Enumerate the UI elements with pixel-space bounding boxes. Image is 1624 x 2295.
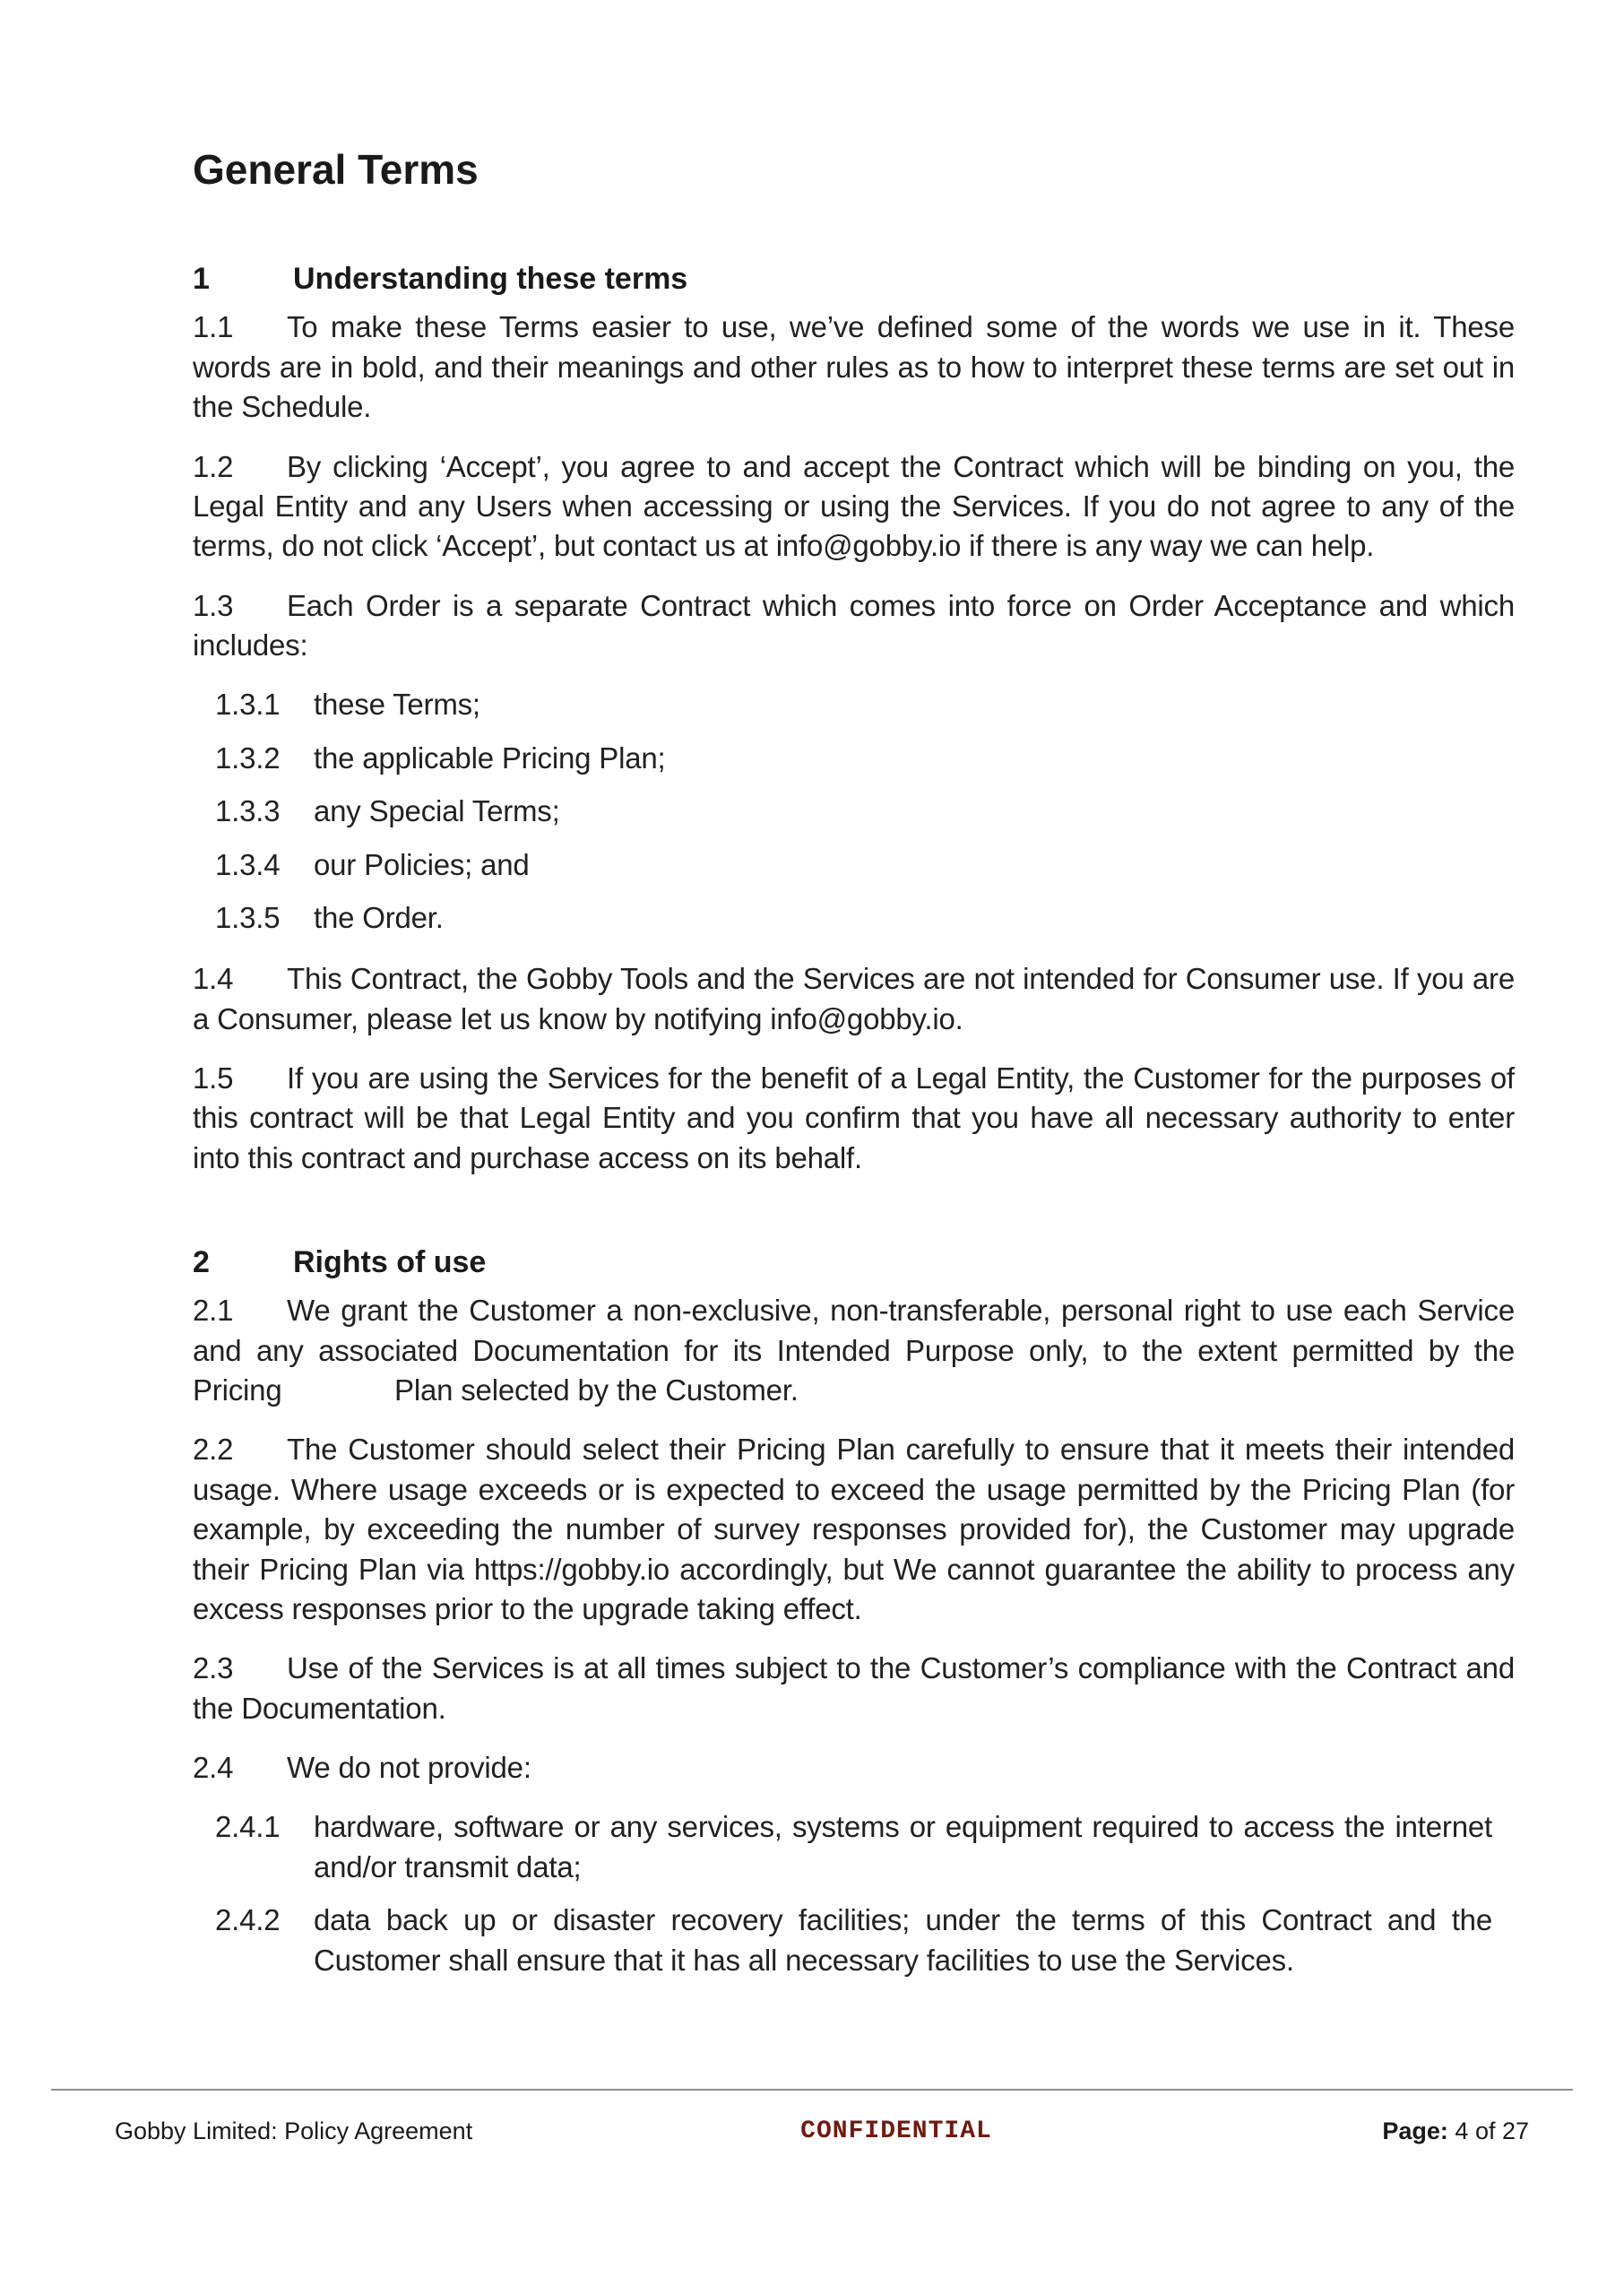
clause-number: 1.5 bbox=[193, 1061, 234, 1095]
clause-text: We grant the Customer a non-exclusive, non-transferable, personal right to use each Service and any associated Documentation for its Intended Purpose only, to the extent permitted by the Pricing Plan selected by the Customer. bbox=[193, 1294, 1515, 1407]
clause-number: 2.2 bbox=[193, 1433, 234, 1467]
subclause-1-3-3 bbox=[215, 792, 1492, 831]
clause-1-3 bbox=[193, 586, 1515, 666]
clause-1-5 bbox=[193, 1059, 1515, 1178]
page-footer bbox=[51, 2089, 1573, 2198]
page-title: General Terms bbox=[193, 146, 479, 193]
subclause-number: 1.3.1 bbox=[215, 688, 281, 722]
subclause-1-3-1 bbox=[215, 685, 1492, 724]
clause-number: 2.1 bbox=[193, 1294, 234, 1328]
subclause-text: data back up or disaster recovery facilities; under the terms of this Contract and the Customer shall ensure that it has all necessary facilities to use the Services. bbox=[314, 1903, 1492, 1977]
clause-number: 1.3 bbox=[193, 588, 234, 622]
confidential-stamp: CONFIDENTIAL bbox=[800, 2117, 992, 2145]
section-2-heading bbox=[193, 1243, 1515, 1282]
page-number-value: 4 of 27 bbox=[1455, 2117, 1529, 2144]
subclause-number: 1.3.5 bbox=[215, 900, 281, 934]
clause-number: 2.4 bbox=[193, 1751, 234, 1785]
clause-text: If you are using the Services for the benefit of a Legal Entity, the Customer for the purposes of this contract will be that Legal Entity and you confirm that you have all necessary authority to enter into this contract and purchase access on its behalf. bbox=[193, 1061, 1515, 1174]
subclause-text: our Policies; and bbox=[314, 847, 530, 881]
clause-2-4 bbox=[193, 1748, 1515, 1788]
subclause-text: these Terms; bbox=[314, 688, 480, 722]
clause-text: Each Order is a separate Contract which comes into force on Order Acceptance and which includes: bbox=[193, 588, 1515, 662]
clause-text: The Customer should select their Pricing Plan carefully to ensure that it meets their intended usage. Where usage exceeds or is expected to exceed the usage permitted by the Pricing Plan (for example, by exceeding the number of survey responses provided for), the Customer may upgrade their Pricing Plan via https://gobby.io accordingly, but We cannot guarantee the ability to process any excess responses prior to the upgrade taking effect. bbox=[193, 1433, 1515, 1625]
clause-number: 1.1 bbox=[193, 310, 234, 344]
subclause-number: 2.4.2 bbox=[215, 1903, 281, 1937]
clause-2-3 bbox=[193, 1649, 1515, 1728]
section-2-heading-text: Rights of use bbox=[293, 1245, 487, 1280]
subclause-number: 1.3.4 bbox=[215, 847, 281, 881]
subclause-1-3-4 bbox=[215, 845, 1492, 885]
subclause-number: 1.3.2 bbox=[215, 740, 281, 775]
subclause-1-3-2 bbox=[215, 739, 1492, 778]
clause-number: 1.4 bbox=[193, 962, 234, 996]
clause-text: By clicking ‘Accept’, you agree to and accept the Contract which will be binding on you, the Legal Entity and any Users when accessing or using the Services. If you do not agree to any of the terms, do not click ‘Accept’, but contact us at info@gobby.io if there is any way we can help. bbox=[193, 449, 1515, 563]
subclause-2-4-2 bbox=[215, 1901, 1492, 1980]
subclause-1-3-5 bbox=[215, 898, 1492, 938]
subclause-list-2-4 bbox=[193, 1807, 1515, 1980]
clause-1-2 bbox=[193, 447, 1515, 567]
footer-page-number bbox=[1382, 2117, 1529, 2145]
subclause-text: hardware, software or any services, systems or equipment required to access the internet and/or transmit data; bbox=[314, 1810, 1492, 1884]
clause-2-2 bbox=[193, 1430, 1515, 1629]
footer-document-title: Gobby Limited: Policy Agreement bbox=[115, 2117, 473, 2144]
clause-number: 2.3 bbox=[193, 1651, 234, 1685]
section-1-heading bbox=[193, 259, 1515, 299]
clause-1-4 bbox=[193, 959, 1515, 1039]
subclause-list-1-3 bbox=[193, 685, 1515, 938]
subclause-text: the applicable Pricing Plan; bbox=[314, 740, 666, 775]
clause-number: 1.2 bbox=[193, 449, 234, 483]
section-1-heading-text: Understanding these terms bbox=[293, 262, 688, 297]
section-1-number: 1 bbox=[193, 262, 210, 297]
subclause-number: 2.4.1 bbox=[215, 1810, 281, 1844]
clause-text: This Contract, the Gobby Tools and the Services are not intended for Consumer use. If you are a Consumer, please let us know by notifying info@gobby.io. bbox=[193, 962, 1515, 1035]
clause-1-1 bbox=[193, 307, 1515, 427]
section-2-number: 2 bbox=[193, 1245, 210, 1280]
clause-text: To make these Terms easier to use, we’ve defined some of the words we use in it. These words are in bold, and their meanings and other rules as to how to interpret these terms are set out in the Schedule. bbox=[193, 310, 1515, 424]
clause-text: Use of the Services is at all times subject to the Customer’s compliance with the Contract and the Documentation. bbox=[193, 1651, 1515, 1725]
clause-text: We do not provide: bbox=[287, 1751, 531, 1785]
subclause-text: the Order. bbox=[314, 900, 444, 934]
clause-2-1 bbox=[193, 1291, 1515, 1410]
document-content bbox=[193, 0, 1515, 2002]
page-number-label: Page: bbox=[1382, 2117, 1448, 2144]
subclause-2-4-1 bbox=[215, 1807, 1492, 1887]
subclause-number: 1.3.3 bbox=[215, 794, 281, 828]
subclause-text: any Special Terms; bbox=[314, 794, 560, 828]
